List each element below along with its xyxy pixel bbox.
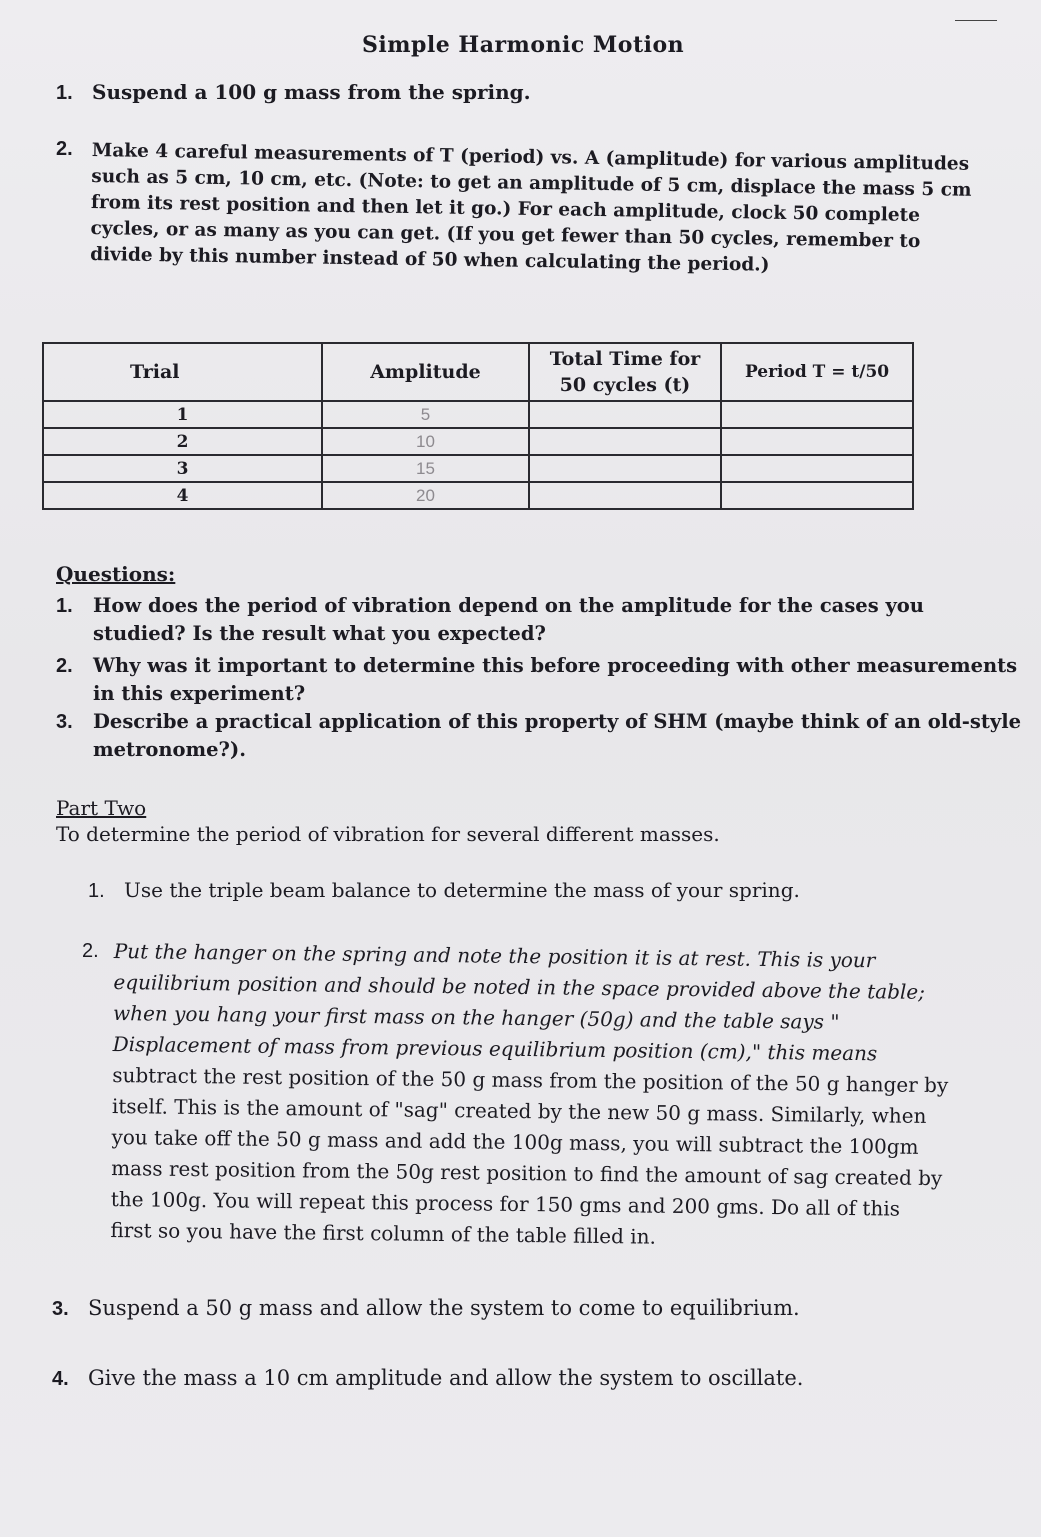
time-cell[interactable] bbox=[529, 428, 721, 455]
header-period: Period T = t/50 bbox=[721, 343, 913, 401]
period-cell[interactable] bbox=[721, 482, 913, 509]
step-2-text: Make 4 careful measurements of T (period) vs. A (amplitude) for various amplitudes such as 5 cm, 10 cm, etc. (Note: to get an amplitude of 5 cm, displace the mass 5 cm from its rest position and then let it go.) For each amplitude, clock 50 complete cycles, or as many as you can get. (If you get fewer than 50 cycles, remember to divide by this number instead of 50 when calculating the period.) bbox=[90, 139, 972, 276]
table-row bbox=[43, 401, 913, 428]
period-cell[interactable] bbox=[721, 455, 913, 482]
questions-heading: Questions: bbox=[56, 562, 176, 586]
trial-cell: 4 bbox=[43, 482, 322, 509]
part-two-step-2: 2. bbox=[82, 940, 99, 962]
header-trial: Trial bbox=[43, 343, 322, 401]
question-3-text: Describe a practical application of this property of SHM (maybe think of an old-style metronome?). bbox=[93, 710, 1022, 761]
time-cell[interactable] bbox=[529, 401, 721, 428]
part-two-step-2-text: Put the hanger on the spring and note the position it is at rest. This is your equilibrium position and should be noted in the space provided above the table; when you hang your first mass on the hanger (50g) and the table says " Displacement of mass from previous equilibrium position (cm)," this means subtract the rest position of the 50 g mass from the position of the 50 g hanger by itself. This is the amount of "sag" created by the new 50 g mass. Similarly, when you take off the 50 g mass and add the 100g mass, you will subtract the 100gm mass rest position from the 50g rest position to find the amount of sag created by the 100g. You will repeat this process for 150 gms and 200 gms. Do all of this first so you have the first column of the table filled in. bbox=[110, 938, 949, 1249]
part-two-step-3: 3. Suspend a 50 g mass and allow the system to come to equilibrium. bbox=[52, 1296, 800, 1320]
table-row bbox=[43, 455, 913, 482]
step-1: 1. Suspend a 100 g mass from the spring. bbox=[56, 80, 531, 104]
amplitude-cell[interactable]: 15 bbox=[322, 455, 529, 482]
period-cell[interactable] bbox=[721, 428, 913, 455]
question-1: 1. bbox=[56, 595, 73, 617]
table-header-row bbox=[43, 343, 913, 401]
question-2: 2. bbox=[56, 655, 73, 677]
time-cell[interactable] bbox=[529, 455, 721, 482]
table-row bbox=[43, 482, 913, 509]
question-1-text: How does the period of vibration depend on the amplitude for the cases you studied? Is the result what you expected? bbox=[93, 594, 924, 645]
part-two-heading: Part Two bbox=[56, 796, 147, 820]
part-two-step-4: 4. Give the mass a 10 cm amplitude and allow the system to oscillate. bbox=[52, 1366, 804, 1390]
step-1-text: Suspend a 100 g mass from the spring. bbox=[92, 80, 531, 104]
trial-cell: 1 bbox=[43, 401, 322, 428]
top-rule bbox=[955, 20, 997, 21]
trial-cell: 2 bbox=[43, 428, 322, 455]
amplitude-cell[interactable]: 5 bbox=[322, 401, 529, 428]
time-cell[interactable] bbox=[529, 482, 721, 509]
question-2-text: Why was it important to determine this before proceeding with other measurements in this experiment? bbox=[93, 654, 1018, 705]
part-two-step-1: 1. Use the triple beam balance to determine the mass of your spring. bbox=[88, 878, 800, 902]
step-2: 2. bbox=[56, 138, 73, 160]
amplitude-cell[interactable]: 10 bbox=[322, 428, 529, 455]
amplitude-cell[interactable]: 20 bbox=[322, 482, 529, 509]
amplitude-period-table bbox=[42, 342, 914, 510]
header-amplitude: Amplitude bbox=[322, 343, 529, 401]
table-row bbox=[43, 428, 913, 455]
trial-cell: 3 bbox=[43, 455, 322, 482]
header-total-time: Total Time for 50 cycles (t) bbox=[529, 343, 721, 401]
part-two-subtitle: To determine the period of vibration for several different masses. bbox=[56, 822, 720, 846]
page-title: Simple Harmonic Motion bbox=[362, 32, 685, 58]
question-3: 3. bbox=[56, 711, 73, 733]
period-cell[interactable] bbox=[721, 401, 913, 428]
